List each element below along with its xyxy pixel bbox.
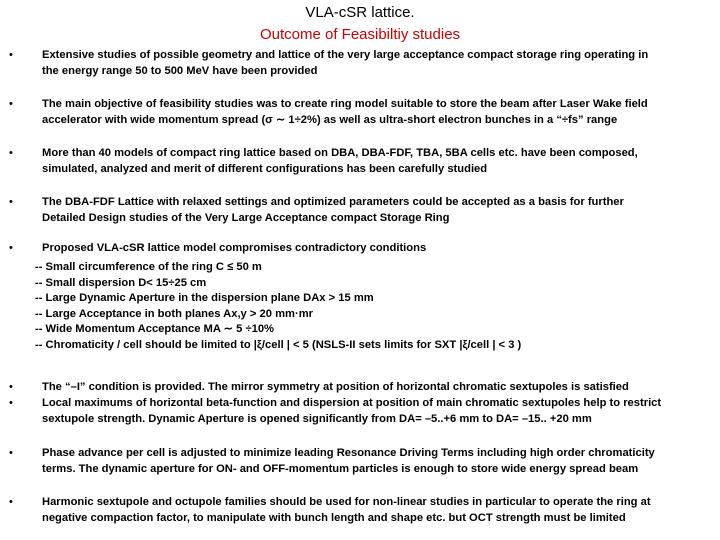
list-item — [42, 97, 702, 128]
list-item — [42, 446, 702, 477]
list-item-line: simulated, analyzed and merit of different configurations has been carefully studied — [42, 162, 488, 175]
bullet-icon: • — [9, 98, 13, 110]
list-item — [42, 241, 702, 257]
list-item-line: the energy range 50 to 500 MeV have been provided — [42, 64, 318, 77]
list-item-line: The DBA-FDF Lattice with relaxed settings and optimized parameters could be accepted as a basis for further — [42, 196, 624, 208]
list-item-line: sextupole strength. Dynamic Aperture is opened significantly from DA= –5..+6 mm to DA= –15.. +20 mm — [42, 412, 592, 425]
page-title: VLA-cSR lattice. — [305, 4, 415, 21]
list-item-line: Harmonic sextupole and octupole families should be used for non-linear studies in particular to operate the ring at — [42, 496, 651, 508]
page-subtitle: Outcome of Feasibiltiy studies — [259, 26, 461, 43]
bullet-icon: • — [9, 447, 13, 459]
condition-line: -- Chromaticity / cell should be limited to |ξ/cell | < 5 (NSLS-II sets limits for SXT |ξ/cell | < 3 ) — [35, 338, 522, 351]
bullet-icon: • — [9, 49, 13, 61]
list-item — [42, 195, 702, 226]
list-item-line: Extensive studies of possible geometry and lattice of the very large acceptance compact storage ring operating in — [42, 49, 649, 61]
list-item-line: accelerator with wide momentum spread (σ ∼ 1÷2%) as well as ultra-short electron bunches in a “÷fs” range — [42, 113, 618, 126]
condition-line: -- Large Dynamic Aperture in the dispersion plane DAx > 15 mm — [35, 292, 374, 304]
condition-line: -- Large Acceptance in both planes Ax,y > 20 mm·mr — [35, 307, 314, 320]
list-item — [42, 146, 702, 177]
list-item-line: The “–I” condition is provided. The mirror symmetry at position of horizontal chromatic sextupoles is satisfied — [42, 381, 629, 393]
list-item-line: The main objective of feasibility studies was to create ring model suitable to store the beam after Laser Wake field — [42, 98, 648, 110]
list-item-line: Phase advance per cell is adjusted to minimize leading Resonance Driving Terms including high order chromaticity — [42, 447, 655, 459]
list-item-line: negative compaction factor, to manipulate with bunch length and shape etc. but OCT strength must be limited — [42, 511, 626, 524]
list-item — [42, 380, 702, 396]
condition-line: -- Small circumference of the ring C ≤ 50 m — [35, 261, 262, 273]
bullet-icon: • — [9, 496, 13, 508]
bullet-icon: • — [9, 196, 13, 208]
list-item — [42, 48, 702, 79]
list-item-line: Proposed VLA-cSR lattice model compromises contradictory conditions — [42, 242, 427, 254]
conditions-list — [35, 260, 521, 353]
list-item-line: More than 40 models of compact ring lattice based on DBA, DBA-FDF, TBA, 5BA cells etc. have been composed, — [42, 147, 638, 159]
bullet-icon: • — [9, 381, 13, 393]
list-item-line: Local maximums of horizontal beta-function and dispersion at position of main chromatic sextupoles help to restrict — [42, 397, 662, 409]
list-item — [42, 495, 702, 526]
bullet-icon: • — [9, 397, 13, 409]
bullet-icon: • — [9, 242, 13, 254]
list-item — [42, 396, 702, 427]
list-item-line: Detailed Design studies of the Very Large Acceptance compact Storage Ring — [42, 211, 450, 224]
condition-line: -- Wide Momentum Acceptance MA ∼ 5 ÷10% — [35, 323, 274, 335]
condition-line: -- Small dispersion D< 15÷25 cm — [35, 276, 207, 289]
bullet-icon: • — [9, 147, 13, 159]
list-item-line: terms. The dynamic aperture for ON- and OFF-momentum particles is enough to store wide energy spread beam — [42, 462, 639, 475]
